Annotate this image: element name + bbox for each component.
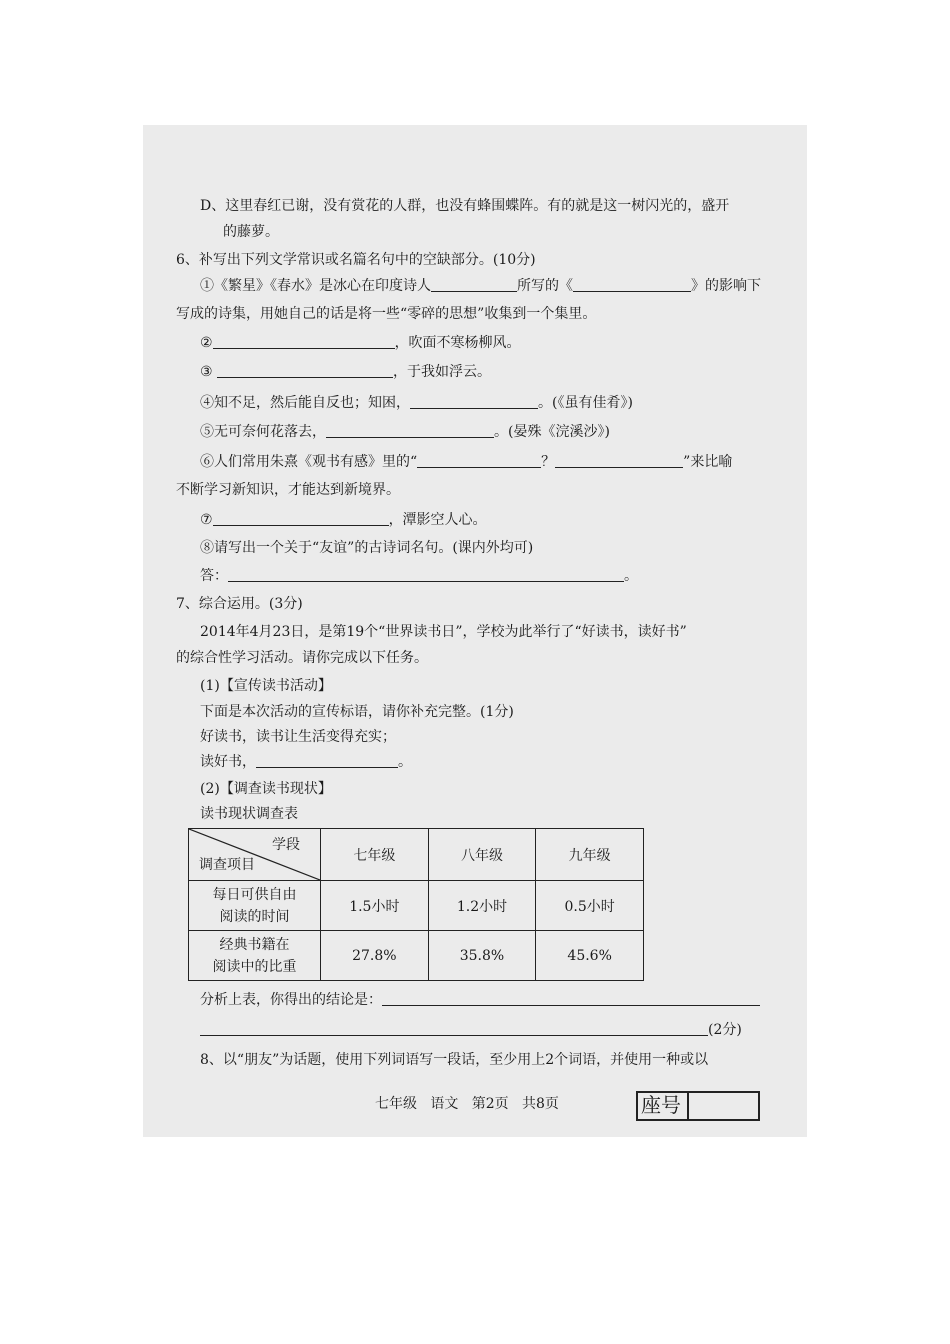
q6-item6-line2: 不断学习新知识，才能达到新境界。 [176,482,400,498]
q6-item7-blank[interactable] [213,511,389,526]
q6-item2-text: ，吹面不寒杨柳风。 [394,335,521,351]
q7-conclusion-score: (2分) [708,1022,742,1038]
q6-item6-blank1[interactable] [417,453,541,468]
table-row [189,931,644,981]
q6-item3-text: ，于我如浮云。 [393,364,492,380]
table-cell: 27.8% [321,931,429,981]
q6-item6-blank2[interactable] [555,453,683,468]
q6-item3-blank[interactable] [217,363,393,378]
q6-item3 [200,363,491,381]
q6-answer [200,567,638,585]
table-caption: 读书现状调查表 [200,806,298,822]
q6-item1-line2: 写成的诗集，用她自己的话是将一些“零碎的思想”收集到一个集里。 [176,306,597,322]
table-corner-top: 学段 [272,837,300,853]
q7-slogan2-blank[interactable] [256,753,398,768]
q7-intro-line2: 的综合性学习活动。请你完成以下任务。 [176,650,428,666]
q6-item7-text: ，潭影空人心。 [388,512,487,528]
table-row [189,881,644,931]
q6-item3-num: ③ [200,364,213,380]
seat-number-box[interactable] [636,1091,760,1121]
q6-item7-num: ⑦ [200,512,213,528]
q6-item2-num: ② [200,335,213,351]
q8-title: 8、以“朋友”为话题，使用下列词语写一段话，至少用上2个词语，并使用一种或以 [200,1052,709,1068]
q6-item4-text: ④知不足，然后能自反也；知困， [200,395,410,411]
q6-item5-blank[interactable] [326,423,494,438]
table-header-grade7: 七年级 [321,829,429,881]
table-row-label-line2: 阅读中的比重 [212,958,297,975]
q6-item5 [200,423,610,441]
table-corner-cell [189,829,321,881]
exam-page [143,125,807,1137]
table-header-grade9: 九年级 [536,829,644,881]
table-row-label-line1: 经典书籍在 [219,936,290,953]
q6-answer-label: 答： [200,568,228,584]
q6-answer-end: 。 [624,568,638,584]
table-cell: 1.5小时 [321,881,429,931]
q7-slogan2-end: 。 [398,754,412,770]
table-row-label [189,881,321,931]
q6-item6-mid: ？ [541,454,556,470]
seat-number-label: 座号 [641,1093,689,1119]
q7-conclusion [200,991,760,1009]
table-corner-bottom: 调查项目 [199,857,255,873]
q6-item1-blank-poet[interactable] [431,277,517,292]
q6-item4 [200,394,633,412]
q6-item2-blank[interactable] [213,334,395,349]
q7-task1-title: (1)【宣传读书活动】 [200,678,332,694]
table-row-label-line2: 阅读的时间 [219,908,290,925]
table-row-label-line1: 每日可供自由 [212,886,297,903]
q6-answer-blank[interactable] [228,567,624,582]
q6-item1-part2: 所写的《 [517,278,573,294]
q6-item4-blank[interactable] [410,394,538,409]
q7-conclusion-blank1[interactable] [382,991,760,1006]
q7-title: 7、综合运用。(3分) [176,596,303,612]
q7-slogan2 [200,753,412,771]
q6-item6-end: ”来比喻 [683,454,733,470]
q7-slogan2-start: 读好书， [200,754,256,770]
q6-item5-end: 。(晏殊《浣溪沙》) [494,424,610,440]
table-cell: 0.5小时 [536,881,644,931]
q7-slogan1: 好读书，读书让生活变得充实； [200,729,396,745]
q5-option-d-line2: 的藤萝。 [223,224,279,240]
table-cell: 45.6% [536,931,644,981]
q7-task2-title: (2)【调查读书现状】 [200,781,332,797]
table-cell: 1.2小时 [428,881,536,931]
survey-table [188,828,644,981]
q6-item6-text: ⑥人们常用朱熹《观书有感》里的“ [200,454,418,470]
table-cell: 35.8% [428,931,536,981]
q6-item8: ⑧请写出一个关于“友谊”的古诗词名句。(课内外均可) [200,540,534,556]
table-row-label [189,931,321,981]
table-header-grade8: 八年级 [428,829,536,881]
q7-intro-line1: 2014年4月23日，是第19个“世界读书日”，学校为此举行了“好读书，读好书” [200,624,687,640]
q6-item6 [200,453,732,471]
q6-item1 [200,277,761,295]
q6-item7 [200,511,487,529]
page-footer: 七年级 语文 第2页 共8页 [375,1096,559,1112]
q6-item1-part3: 》的影响下 [691,278,761,294]
q6-title: 6、补写出下列文学常识或名篇名句中的空缺部分。(10分) [176,252,536,268]
q6-item2 [200,334,521,352]
q5-option-d-line1: D、这里春红已谢，没有赏花的人群，也没有蜂围蝶阵。有的就是这一树闪光的，盛开 [200,198,730,214]
q7-task1-instruction: 下面是本次活动的宣传标语，请你补充完整。(1分) [200,704,514,720]
q6-item4-end: 。(《虽有佳肴》) [538,395,633,411]
q6-item1-blank-work[interactable] [573,277,691,292]
q7-conclusion-blank2[interactable] [200,1021,708,1036]
q6-item5-text: ⑤无可奈何花落去， [200,424,326,440]
q6-item1-part1: ①《繁星》《春水》是冰心在印度诗人 [200,278,431,294]
q7-conclusion-label: 分析上表，你得出的结论是： [200,992,382,1008]
q7-conclusion-line2 [200,1021,742,1039]
